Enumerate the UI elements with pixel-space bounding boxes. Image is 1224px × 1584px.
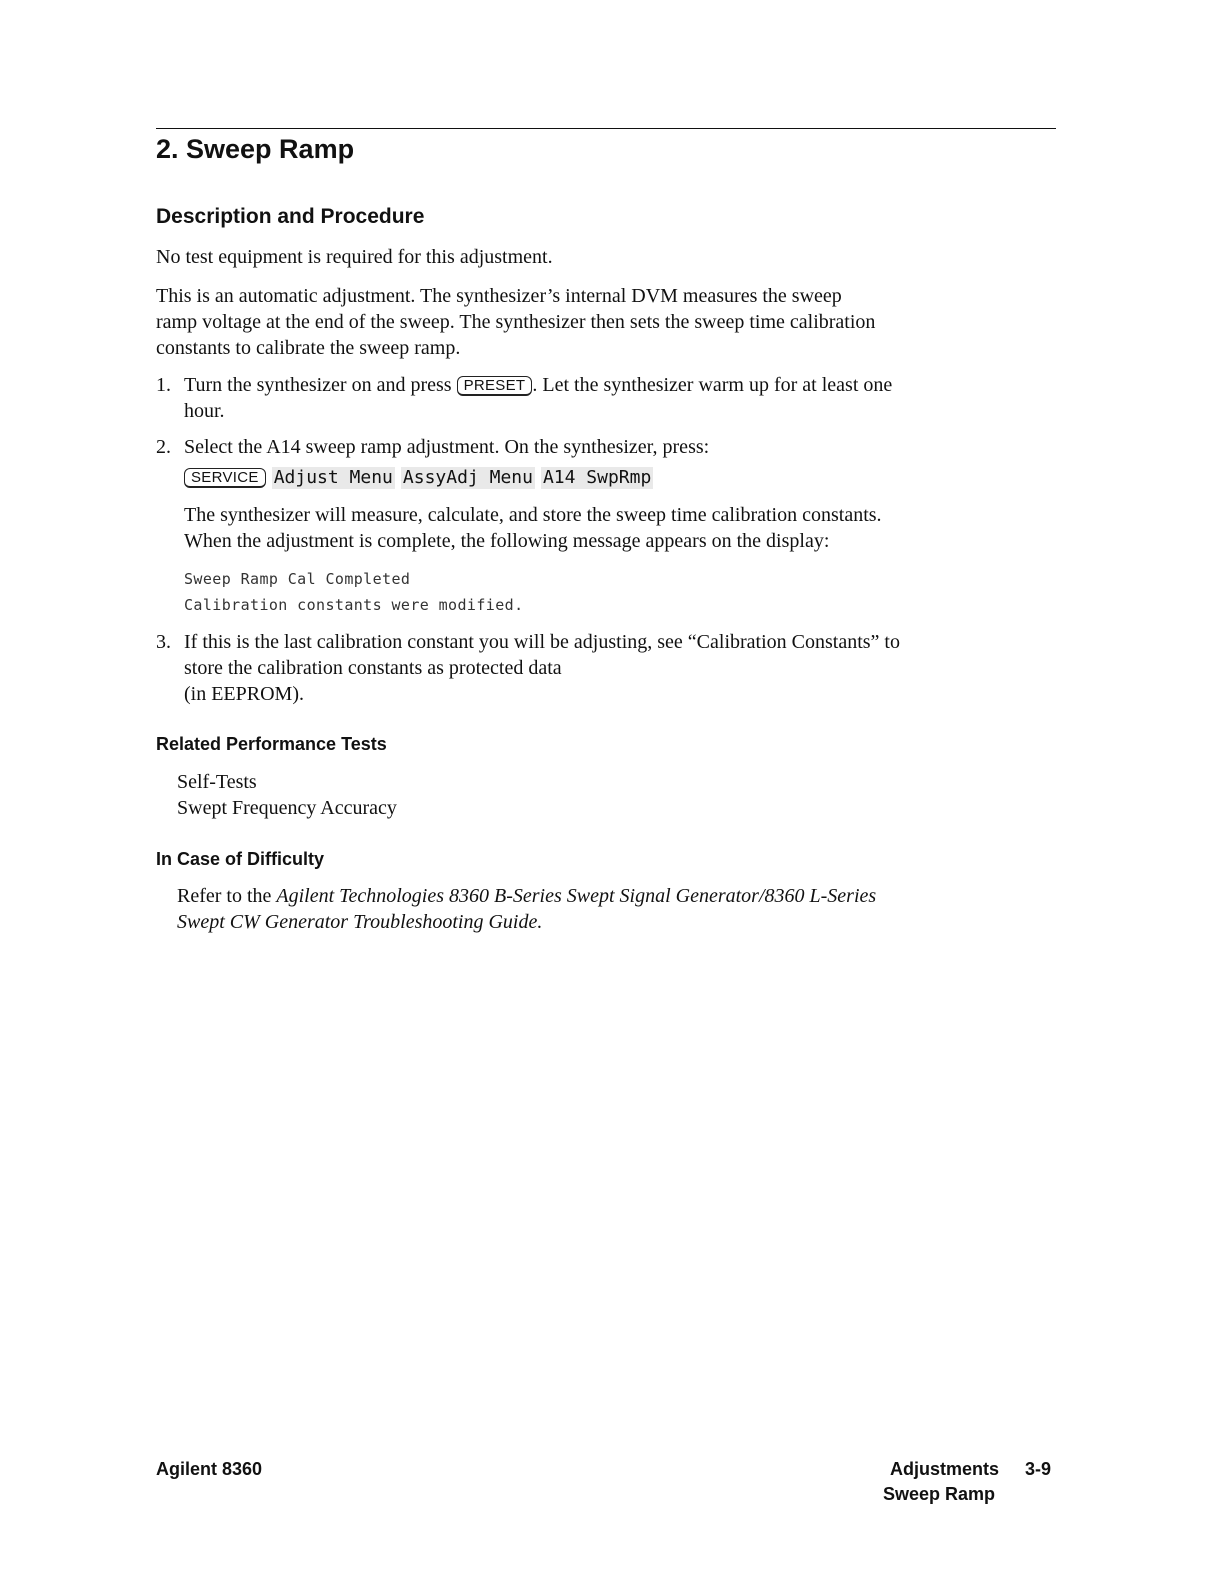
troubleshooting-guide-title-line-1: Agilent Technologies 8360 B-Series Swept Signal Generator/8360 L-Series <box>276 885 877 907</box>
service-key: SERVICE <box>184 468 266 488</box>
softkey-a14-swprmp: A14 SwpRmp <box>542 467 652 488</box>
step-2-paragraph-line-1: The synthesizer will measure, calculate, and store the sweep time calibration constants. <box>184 504 882 526</box>
related-tests-heading: Related Performance Tests <box>156 734 387 754</box>
footer-chapter-name: Adjustments <box>890 1459 1000 1479</box>
difficulty-reference <box>177 883 1037 935</box>
step-3-text-line-3: (in EEPROM). <box>184 683 304 705</box>
description-paragraph-2-line-2: ramp voltage at the end of the sweep. The synthesizer then sets the sweep time calibration <box>156 311 876 333</box>
step-2-paragraph-line-2: When the adjustment is complete, the following message appears on the display: <box>184 530 830 552</box>
step-3-number: 3. <box>156 631 171 653</box>
difficulty-reference-prefix: Refer to the <box>177 885 277 907</box>
description-paragraph-2 <box>156 283 1056 361</box>
step-1-text-line-2: hour. <box>184 400 225 422</box>
description-paragraph-2-line-1: This is an automatic adjustment. The synthesizer’s internal DVM measures the sweep <box>156 285 842 307</box>
step-2-text <box>184 434 1054 490</box>
description-heading: Description and Procedure <box>156 205 425 228</box>
softkey-assyadj-menu: AssyAdj Menu <box>402 467 533 488</box>
description-paragraph-2-line-3: constants to calibrate the sweep ramp. <box>156 337 461 359</box>
description-paragraph-1: No test equipment is required for this adjustment. <box>156 246 553 268</box>
step-1-text-after-key: . Let the synthesizer warm up for at least one <box>532 374 893 396</box>
troubleshooting-guide-title-line-2: Swept CW Generator Troubleshooting Guide. <box>177 911 543 933</box>
step-2-number: 2. <box>156 436 171 458</box>
step-1-number: 1. <box>156 374 171 396</box>
preset-key: PRESET <box>457 376 533 396</box>
footer-page-number: 3-9 <box>1025 1459 1052 1479</box>
display-message-line-2: Calibration constants were modified. <box>184 596 524 614</box>
footer-product-name: Agilent 8360 <box>156 1459 263 1479</box>
step-1-text <box>184 372 1054 424</box>
section-title: 2. Sweep Ramp <box>156 134 355 164</box>
softkey-adjust-menu: Adjust Menu <box>273 467 393 488</box>
step-3-text <box>184 629 1054 707</box>
step-2-text-line-1: Select the A14 sweep ramp adjustment. On the synthesizer, press: <box>184 436 710 458</box>
step-3-text-line-1: If this is the last calibration constant you will be adjusting, see “Calibration Constants” to <box>184 631 900 653</box>
step-1-text-before-key: Turn the synthesizer on and press <box>184 374 457 396</box>
related-test-item: Self-Tests <box>177 771 257 793</box>
footer-section-name: Sweep Ramp <box>883 1484 996 1504</box>
difficulty-heading: In Case of Difficulty <box>156 849 325 869</box>
related-test-item: Swept Frequency Accuracy <box>177 797 397 819</box>
step-3-text-line-2: store the calibration constants as protected data <box>184 657 562 679</box>
step-2-paragraph <box>184 502 1056 554</box>
step-2-keypath <box>184 464 1054 490</box>
display-message-line-1: Sweep Ramp Cal Completed <box>184 570 411 588</box>
header-rule <box>156 128 1056 129</box>
